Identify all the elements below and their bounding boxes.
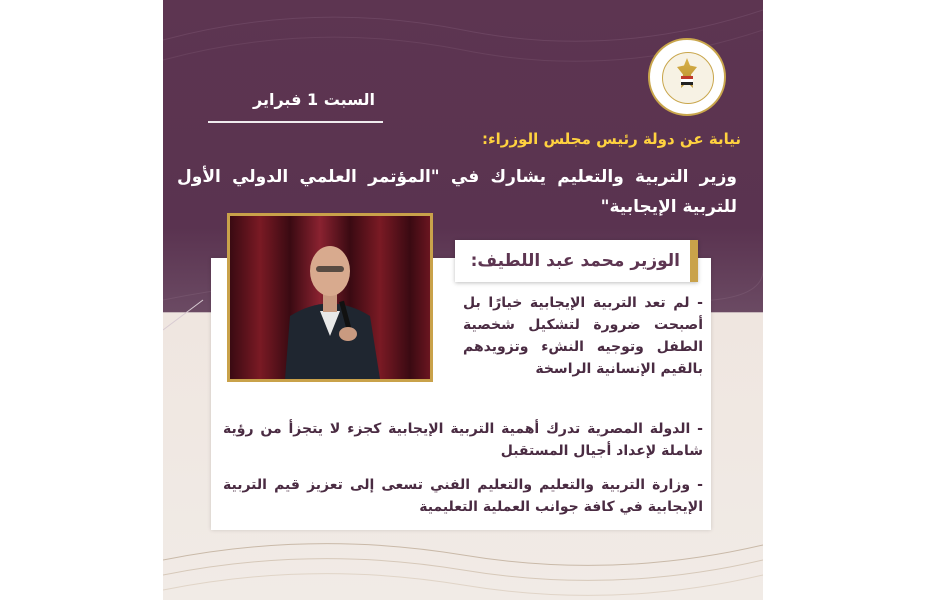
date-underline <box>208 121 383 123</box>
minister-photo <box>227 213 433 382</box>
headline-intro: نيابة عن دولة رئيس مجلس الوزراء: <box>482 130 741 148</box>
news-post-card <box>163 0 763 600</box>
ministry-logo-icon <box>648 38 726 116</box>
minister-name-label <box>455 240 698 282</box>
bottom-decoration <box>163 530 763 600</box>
minister-name-text: الوزير محمد عبد اللطيف: <box>470 251 680 271</box>
bullet-3: - وزارة التربية والتعليم والتعليم الفني تسعى إلى تعزيز قيم التربية الإيجابية في كافة جوانب العملية التعليمية <box>223 477 703 515</box>
post-date: السبت 1 فبراير <box>253 90 375 109</box>
headline-title: وزير التربية والتعليم يشارك في "المؤتمر العلمي الدولي الأول للتربية الإيجابية" <box>177 167 737 217</box>
bullet-2: - الدولة المصرية تدرك أهمية التربية الإيجابية كجزء لا يتجزأ من رؤية شاملة لإعداد أجيال المستقبل <box>223 421 703 459</box>
bullet-1: - لم تعد التربية الإيجابية خيارًا بل أصبحت ضرورة لتشكيل شخصية الطفل وتوجيه النشء وتزويدهم بالقيم الإنسانية الراسخة <box>463 295 703 377</box>
